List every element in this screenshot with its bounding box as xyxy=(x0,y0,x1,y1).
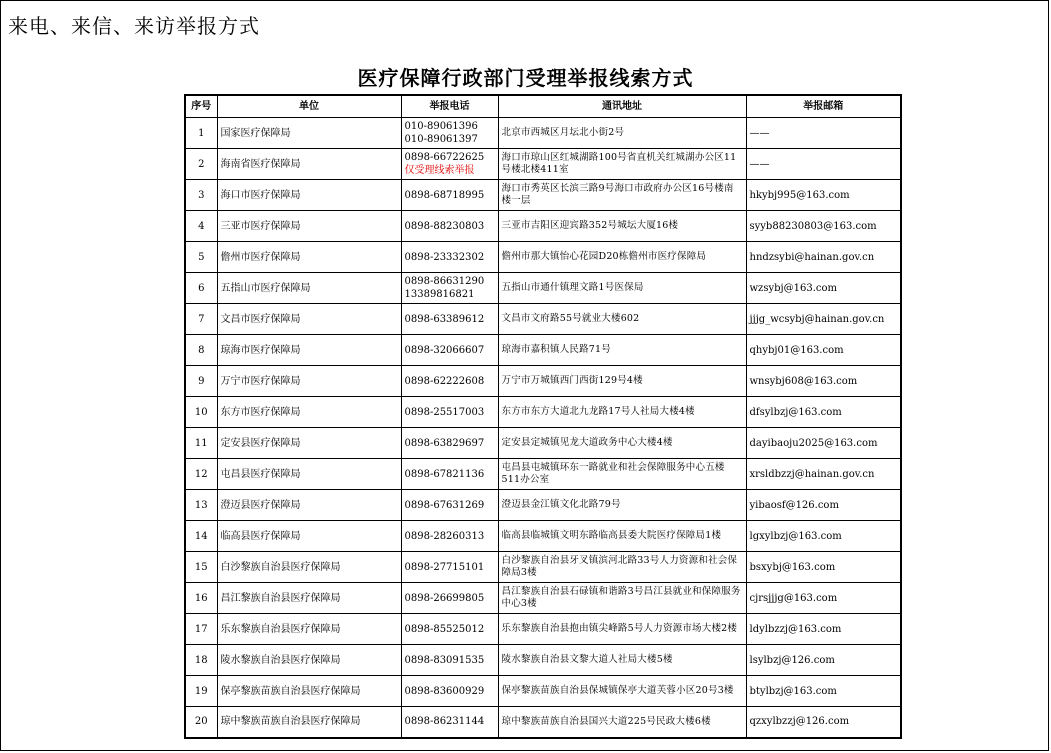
phone-cell xyxy=(401,273,498,304)
report-email: dayibaoju2025@163.com xyxy=(746,428,901,459)
table-row xyxy=(185,397,901,428)
row-number: 1 xyxy=(185,118,217,149)
unit-name: 白沙黎族自治县医疗保障局 xyxy=(217,552,401,583)
table-row xyxy=(185,552,901,583)
unit-name: 乐东黎族自治县医疗保障局 xyxy=(217,614,401,645)
unit-name: 万宁市医疗保障局 xyxy=(217,366,401,397)
table-row xyxy=(185,180,901,211)
phone-cell xyxy=(401,211,498,242)
table-row xyxy=(185,273,901,304)
phone-number: 010-89061397 xyxy=(404,134,478,145)
row-number: 4 xyxy=(185,211,217,242)
document-title: 医疗保障行政部门受理举报线索方式 xyxy=(357,66,694,90)
unit-name: 琼中黎族苗族自治县医疗保障局 xyxy=(217,707,401,738)
unit-name: 海南省医疗保障局 xyxy=(217,149,401,180)
phone-number: 0898-23332302 xyxy=(404,251,485,263)
row-number: 2 xyxy=(185,149,217,180)
mailing-address: 保亭黎族苗族自治县保城镇保亭大道芙蓉小区20号3楼 xyxy=(498,676,746,707)
mailing-address: 琼中黎族苗族自治县国兴大道225号民政大楼6楼 xyxy=(498,707,746,738)
row-number: 15 xyxy=(185,552,217,583)
report-email: syyb88230803@163.com xyxy=(746,211,901,242)
phone-cell xyxy=(401,583,498,614)
row-number: 18 xyxy=(185,645,217,676)
phone-number: 0898-62222608 xyxy=(404,375,485,387)
table-header-row xyxy=(185,95,901,118)
column-header-unit: 单位 xyxy=(217,95,401,118)
mailing-address: 临高县临城镇文明东路临高县委大院医疗保障局1楼 xyxy=(498,521,746,552)
phone-number: 0898-63389612 xyxy=(404,313,485,325)
phone-cell xyxy=(401,676,498,707)
mailing-address: 海口市秀英区长滨三路9号海口市政府办公区16号楼南楼一层 xyxy=(498,180,746,211)
unit-name: 定安县医疗保障局 xyxy=(217,428,401,459)
phone-number: 0898-85525012 xyxy=(404,623,485,635)
report-email: wzsybj@163.com xyxy=(746,273,901,304)
table-row xyxy=(185,211,901,242)
row-number: 14 xyxy=(185,521,217,552)
report-email: wnsybj608@163.com xyxy=(746,366,901,397)
report-email: yibaosf@126.com xyxy=(746,490,901,521)
phone-note: 仅受理线索举报 xyxy=(404,165,475,176)
phone-cell xyxy=(401,149,498,180)
unit-name: 东方市医疗保障局 xyxy=(217,397,401,428)
phone-number: 0898-83091535 xyxy=(404,654,485,666)
table-row xyxy=(185,490,901,521)
phone-number: 0898-86631290 xyxy=(404,276,485,287)
report-email: btylbzj@163.com xyxy=(746,676,901,707)
report-email: —— xyxy=(746,149,901,180)
row-number: 16 xyxy=(185,583,217,614)
report-email: lgxylbzj@163.com xyxy=(746,521,901,552)
report-email: dfsylbzj@163.com xyxy=(746,397,901,428)
phone-number: 0898-32066607 xyxy=(404,344,485,356)
report-email: hkybj995@163.com xyxy=(746,180,901,211)
phone-number: 0898-67821136 xyxy=(404,468,485,480)
report-email: ldylbzzj@163.com xyxy=(746,614,901,645)
report-email: jjjg_wcsybj@hainan.gov.cn xyxy=(746,304,901,335)
report-email: cjrsjjjg@163.com xyxy=(746,583,901,614)
phone-cell xyxy=(401,490,498,521)
column-header-no: 序号 xyxy=(185,95,217,118)
row-number: 19 xyxy=(185,676,217,707)
phone-number: 0898-66722625 xyxy=(404,152,485,163)
report-email: qhybj01@163.com xyxy=(746,335,901,366)
mailing-address: 北京市西城区月坛北小街2号 xyxy=(498,118,746,149)
mailing-address: 屯昌县屯城镇环东一路就业和社会保障服务中心五楼511办公室 xyxy=(498,459,746,490)
phone-number: 0898-63829697 xyxy=(404,437,485,449)
phone-cell xyxy=(401,428,498,459)
mailing-address: 乐东黎族自治县抱由镇尖峰路5号人力资源市场大楼2楼 xyxy=(498,614,746,645)
row-number: 12 xyxy=(185,459,217,490)
row-number: 17 xyxy=(185,614,217,645)
phone-cell xyxy=(401,180,498,211)
table-row xyxy=(185,304,901,335)
phone-cell xyxy=(401,335,498,366)
unit-name: 三亚市医疗保障局 xyxy=(217,211,401,242)
table-row xyxy=(185,366,901,397)
phone-cell xyxy=(401,614,498,645)
phone-cell xyxy=(401,118,498,149)
phone-cell xyxy=(401,459,498,490)
unit-name: 儋州市医疗保障局 xyxy=(217,242,401,273)
table-row xyxy=(185,583,901,614)
phone-cell xyxy=(401,645,498,676)
mailing-address: 三亚市吉阳区迎宾路352号城坛大厦16楼 xyxy=(498,211,746,242)
table-row xyxy=(185,242,901,273)
phone-number: 0898-88230803 xyxy=(404,220,485,232)
phone-number: 0898-67631269 xyxy=(404,499,485,511)
column-header-email: 举报邮箱 xyxy=(746,95,901,118)
table-row xyxy=(185,676,901,707)
table-row xyxy=(185,335,901,366)
page-heading: 来电、来信、来访举报方式 xyxy=(8,14,260,38)
unit-name: 陵水黎族自治县医疗保障局 xyxy=(217,645,401,676)
mailing-address: 白沙黎族自治县牙叉镇滨河北路33号人力资源和社会保障局3楼 xyxy=(498,552,746,583)
mailing-address: 儋州市那大镇怡心花园D20栋儋州市医疗保障局 xyxy=(498,242,746,273)
row-number: 11 xyxy=(185,428,217,459)
phone-number: 0898-27715101 xyxy=(404,561,485,573)
row-number: 3 xyxy=(185,180,217,211)
mailing-address: 陵水黎族自治县文黎大道人社局大楼5楼 xyxy=(498,645,746,676)
unit-name: 海口市医疗保障局 xyxy=(217,180,401,211)
phone-cell xyxy=(401,397,498,428)
report-email: xrsldbzzj@hainan.gov.cn xyxy=(746,459,901,490)
row-number: 20 xyxy=(185,707,217,738)
table-row xyxy=(185,614,901,645)
mailing-address: 文昌市文府路55号就业大楼602 xyxy=(498,304,746,335)
phone-number: 0898-86231144 xyxy=(404,716,485,728)
mailing-address: 海口市琼山区红城湖路100号省直机关红城湖办公区11号楼北楼411室 xyxy=(498,149,746,180)
mailing-address: 五指山市通什镇理文路1号医保局 xyxy=(498,273,746,304)
table-row xyxy=(185,707,901,738)
report-email: bsxybj@163.com xyxy=(746,552,901,583)
table-row xyxy=(185,428,901,459)
mailing-address: 东方市东方大道北九龙路17号人社局大楼4楼 xyxy=(498,397,746,428)
mailing-address: 定安县定城镇见龙大道政务中心大楼4楼 xyxy=(498,428,746,459)
column-header-address: 通讯地址 xyxy=(498,95,746,118)
phone-cell xyxy=(401,304,498,335)
table-row xyxy=(185,521,901,552)
phone-cell xyxy=(401,552,498,583)
row-number: 9 xyxy=(185,366,217,397)
row-number: 6 xyxy=(185,273,217,304)
unit-name: 保亭黎族苗族自治县医疗保障局 xyxy=(217,676,401,707)
unit-name: 昌江黎族自治县医疗保障局 xyxy=(217,583,401,614)
row-number: 5 xyxy=(185,242,217,273)
report-email: —— xyxy=(746,118,901,149)
mailing-address: 万宁市万城镇西门西街129号4楼 xyxy=(498,366,746,397)
unit-name: 琼海市医疗保障局 xyxy=(217,335,401,366)
phone-number: 0898-68718995 xyxy=(404,189,485,201)
phone-number: 010-89061396 xyxy=(404,121,478,132)
phone-cell xyxy=(401,366,498,397)
table-row xyxy=(185,149,901,180)
unit-name: 文昌市医疗保障局 xyxy=(217,304,401,335)
report-contacts-table xyxy=(184,94,902,739)
unit-name: 五指山市医疗保障局 xyxy=(217,273,401,304)
unit-name: 临高县医疗保障局 xyxy=(217,521,401,552)
row-number: 10 xyxy=(185,397,217,428)
phone-number: 13389816821 xyxy=(404,289,475,300)
phone-cell xyxy=(401,707,498,738)
phone-cell xyxy=(401,521,498,552)
row-number: 8 xyxy=(185,335,217,366)
report-email: hndzsybi@hainan.gov.cn xyxy=(746,242,901,273)
mailing-address: 琼海市嘉积镇人民路71号 xyxy=(498,335,746,366)
column-header-phone: 举报电话 xyxy=(401,95,498,118)
row-number: 13 xyxy=(185,490,217,521)
phone-number: 0898-26699805 xyxy=(404,592,485,604)
report-email: lsylbzj@126.com xyxy=(746,645,901,676)
unit-name: 国家医疗保障局 xyxy=(217,118,401,149)
table-row xyxy=(185,645,901,676)
phone-number: 0898-83600929 xyxy=(404,685,485,697)
mailing-address: 澄迈县金江镇文化北路79号 xyxy=(498,490,746,521)
unit-name: 澄迈县医疗保障局 xyxy=(217,490,401,521)
report-email: qzxylbzzj@126.com xyxy=(746,707,901,738)
phone-number: 0898-28260313 xyxy=(404,530,485,542)
table-row xyxy=(185,459,901,490)
table-row xyxy=(185,118,901,149)
phone-number: 0898-25517003 xyxy=(404,406,485,418)
mailing-address: 昌江黎族自治县石碌镇和谐路3号昌江县就业和保障服务中心3楼 xyxy=(498,583,746,614)
unit-name: 屯昌县医疗保障局 xyxy=(217,459,401,490)
row-number: 7 xyxy=(185,304,217,335)
phone-cell xyxy=(401,242,498,273)
